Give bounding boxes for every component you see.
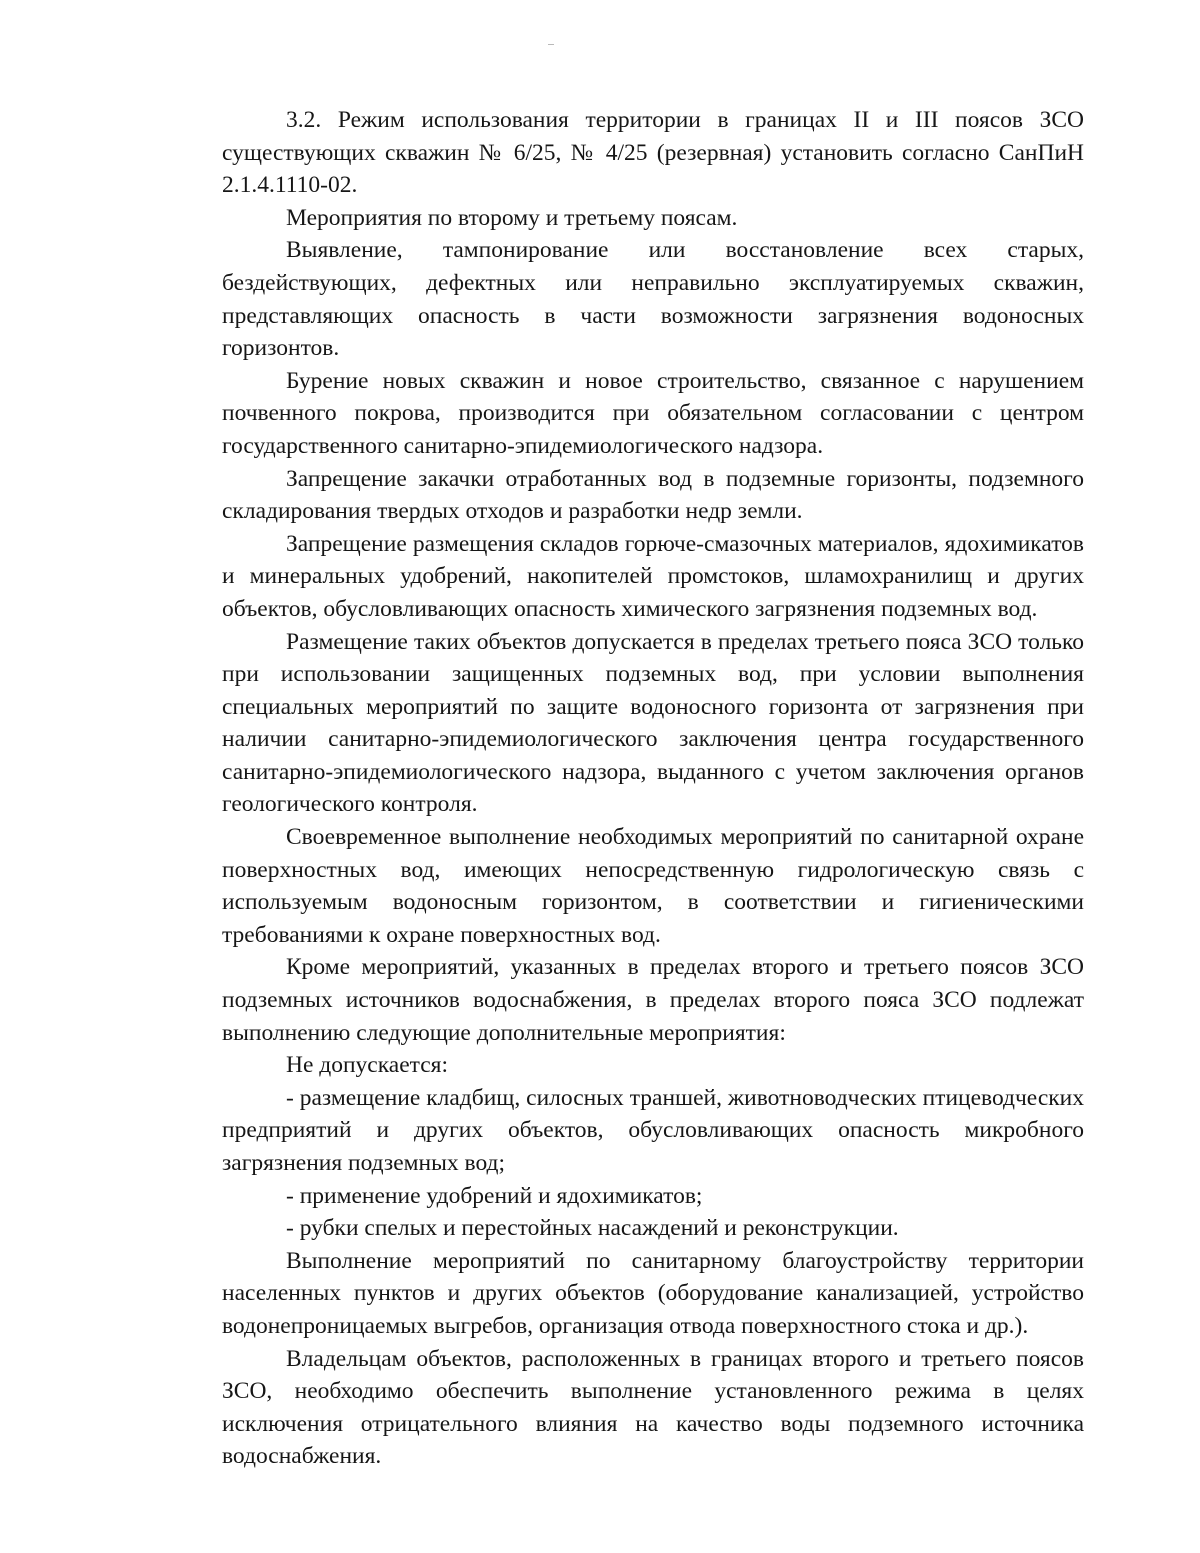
paragraph-injection-ban: Запрещение закачки отработанных вод в подземные горизонты, подземного складирования твердых отходов и разработки недр земли. [222, 465, 1084, 525]
paragraph-not-allowed: Не допускается: [286, 1052, 448, 1079]
list-item: - размещение кладбищ, силосных траншей, животноводческих птицеводческих предприятий и других объектов, обусловливающих опасность микробного загрязнения подземных вод; [222, 1084, 1084, 1176]
list-item: - применение удобрений и ядохимикатов; [286, 1182, 703, 1209]
paragraph-section-3-2: 3.2. Режим использования территории в границах II и III поясов ЗСО существующих скважин № 6/25, № 4/25 (резервная) установить согласно СанПиН 2.1.4.1110-02. [222, 107, 1084, 199]
paragraph-placement: Размещение таких объектов допускается в пределах третьего пояса ЗСО только при использовании защищенных подземных вод, при условии выполнения специальных мероприятий по защите водоносного горизонта от загрязнения при наличии санитарно-эпидемиологического заключения центра государственного санитарно-эпидемиологического надзора, выданного с учетом заключения органов геологического контроля. [222, 628, 1084, 818]
scan-mark [548, 44, 554, 45]
paragraph-owners: Владельцам объектов, расположенных в границах второго и третьего поясов ЗСО, необходимо обеспечить выполнение установленного режима в целях исключения отрицательного влияния на качество воды подземного источника водоснабжения. [222, 1345, 1084, 1470]
paragraph-measures-heading: Мероприятия по второму и третьему поясам. [286, 204, 738, 231]
paragraph-second-zone: Кроме мероприятий, указанных в пределах второго и третьего поясов ЗСО подземных источников водоснабжения, в пределах второго пояса ЗСО подлежат выполнению следующие дополнительные мероприятия: [222, 954, 1084, 1046]
paragraph-surface-water: Своевременное выполнение необходимых мероприятий по санитарной охране поверхностных вод, имеющих непосредственную гидрологическую связь с используемым водоносным горизонтом, в соответствии и гигиеническими требованиями к охране поверхностных вод. [222, 824, 1084, 948]
paragraph-drilling: Бурение новых скважин и новое строительство, связанное с нарушением почвенного покрова, производится при обязательном согласовании с центром государственного санитарно-эпидемиологического надзора. [222, 367, 1084, 459]
document-page [222, 104, 1084, 1473]
paragraph-wells: Выявление, тампонирование или восстановление всех старых, бездействующих, дефектных или неправильно эксплуатируемых скважин, представляющих опасность в части возможности загрязнения водоносных горизонтов. [222, 237, 1084, 362]
paragraph-improvement: Выполнение мероприятий по санитарному благоустройству территории населенных пунктов и других объектов (оборудование канализацией, устройство водонепроницаемых выгребов, организация отвода поверхностного стока и др.). [222, 1247, 1084, 1339]
paragraph-storage-ban: Запрещение размещения складов горюче-смазочных материалов, ядохимикатов и минеральных удобрений, накопителей промстоков, шламохранилищ и других объектов, обусловливающих опасность химического загрязнения подземных вод. [222, 530, 1084, 622]
list-item: - рубки спелых и перестойных насаждений и реконструкции. [286, 1215, 899, 1242]
